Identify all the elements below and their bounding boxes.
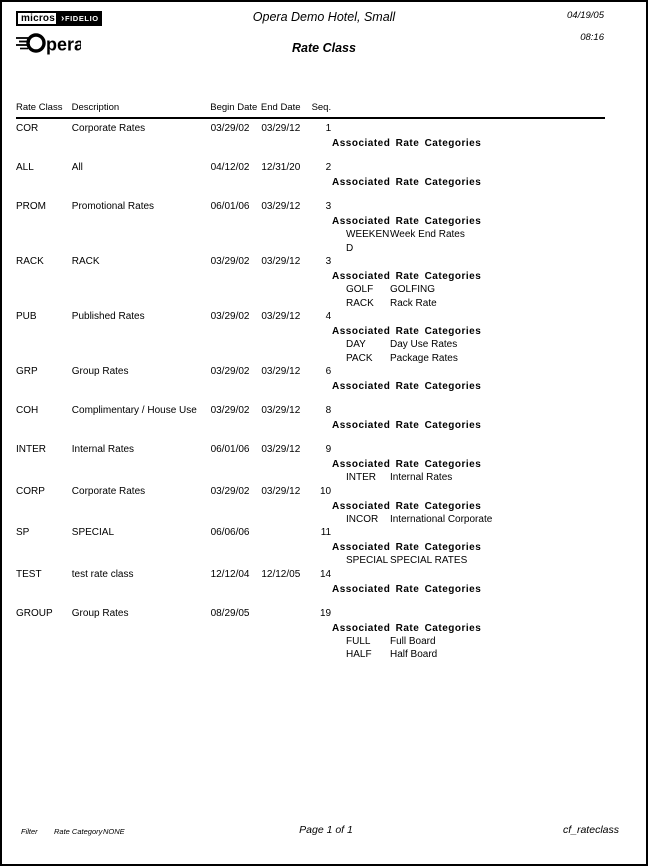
seq-number: 3: [325, 201, 332, 212]
seq-number: 19: [320, 607, 332, 619]
rate-category-code: INCOR: [346, 513, 379, 525]
rate-category-name: Full Board: [390, 635, 436, 647]
rate-class-record: [2, 526, 648, 568]
rate-category-row: [346, 283, 648, 297]
rate-category-name: Package Rates: [390, 352, 458, 364]
rate-category-name: Day Use Rates: [390, 339, 458, 350]
seq-number: 4: [325, 311, 332, 322]
category-list: [332, 471, 648, 485]
rate-category-row: [346, 635, 648, 649]
end-date: 03/29/12: [261, 311, 301, 322]
rate-category-name: International Corporate: [390, 513, 493, 525]
rate-category-row: [346, 554, 648, 568]
rate-category-row: [346, 352, 648, 366]
rate-class-description: Complimentary / House Use: [71, 405, 197, 416]
rate-class-row: [2, 161, 648, 174]
rate-class-record: [2, 443, 648, 485]
seq-number: 8: [325, 405, 332, 416]
rate-category-code: SPECIAL: [346, 555, 389, 566]
rate-class-record: [2, 404, 648, 443]
rate-class-row: [2, 607, 648, 620]
rate-class-row: [2, 200, 648, 213]
rate-category-row: [346, 338, 648, 352]
rate-class-description: RACK: [71, 256, 100, 267]
associated-rate-categories: [332, 500, 648, 527]
end-date: 03/29/12: [261, 444, 301, 455]
end-date: 03/29/12: [261, 123, 301, 134]
rate-category-code: RACK: [346, 297, 374, 309]
associated-rate-categories-header: Associated Rate Categories: [332, 177, 482, 188]
rate-class-record: [2, 255, 648, 310]
rate-category-label: Rate Category: [54, 827, 103, 836]
rate-class-code: GRP: [16, 366, 38, 377]
rate-category-code: HALF: [346, 649, 372, 660]
rate-class-code: SP: [16, 527, 30, 538]
rate-class-row: [2, 526, 648, 539]
rate-class-description: SPECIAL: [71, 527, 115, 538]
rate-category-name: SPECIAL RATES: [390, 555, 468, 566]
seq-number: 3: [325, 256, 332, 267]
associated-rate-categories-header: Associated Rate Categories: [332, 500, 482, 512]
associated-rate-categories-header: Associated Rate Categories: [332, 381, 482, 392]
rate-class-description: Corporate Rates: [71, 123, 146, 134]
rate-category-name: Week End Rates: [390, 229, 465, 240]
rate-class-code: COR: [16, 123, 39, 134]
seq-number: 14: [320, 568, 332, 580]
rate-category-row: [346, 228, 648, 255]
report-footer: [2, 824, 648, 844]
rate-category-value: NONE: [103, 827, 125, 836]
associated-rate-categories: [332, 419, 648, 432]
associated-rate-categories-header: Associated Rate Categories: [332, 459, 482, 470]
rate-class-code: CORP: [16, 485, 45, 497]
rate-class-row: [2, 404, 648, 417]
rate-class-record: [2, 200, 648, 255]
report-date: 04/19/05: [567, 10, 604, 21]
begin-date: 03/29/02: [210, 405, 250, 416]
rate-class-record: [2, 161, 648, 200]
rate-class-row: [2, 443, 648, 456]
rate-class-description: Group Rates: [71, 607, 129, 619]
rate-category-code: DAY: [346, 339, 366, 350]
hotel-title: Opera Demo Hotel, Small: [252, 10, 396, 24]
column-header-rate-class: Rate Class: [16, 102, 63, 113]
associated-rate-categories-header: Associated Rate Categories: [332, 138, 482, 149]
seq-number: 11: [320, 527, 332, 538]
rate-category-name: Internal Rates: [390, 472, 453, 483]
begin-date: 06/06/06: [210, 527, 250, 538]
begin-date: 04/12/02: [210, 162, 250, 173]
rate-class-description: All: [71, 162, 83, 173]
report-title: Rate Class: [292, 41, 356, 55]
associated-rate-categories: [332, 622, 648, 662]
rate-category-name: Rack Rate: [390, 297, 437, 309]
rate-class-record: [2, 485, 648, 527]
seq-number: 1: [325, 123, 332, 134]
associated-rate-categories: [332, 270, 648, 310]
rate-class-code: TEST: [16, 568, 42, 580]
rate-category-code: GOLF: [346, 284, 374, 295]
column-header-begin-date: Begin Date: [210, 102, 258, 113]
associated-rate-categories-header: Associated Rate Categories: [332, 216, 482, 227]
rate-class-row: [2, 255, 648, 268]
column-header-end-date: End Date: [260, 102, 301, 113]
rate-category-code: FULL: [346, 635, 371, 647]
rate-class-code: GROUP: [16, 607, 53, 619]
rate-class-description: Group Rates: [71, 366, 129, 377]
associated-rate-categories: [332, 215, 648, 255]
rate-category-code: PACK: [346, 352, 373, 364]
rate-class-row: [2, 568, 648, 581]
column-header-seq: Seq.: [311, 102, 332, 113]
begin-date: 03/29/02: [210, 256, 250, 267]
associated-rate-categories-header: Associated Rate Categories: [332, 622, 482, 634]
end-date: 03/29/12: [261, 256, 301, 267]
rate-category-code: WEEKEND: [346, 229, 390, 254]
filter-label: Filter: [21, 827, 38, 836]
opera-logo-text: pera: [46, 34, 81, 55]
seq-number: 6: [325, 366, 332, 377]
associated-rate-categories: [332, 325, 648, 365]
rate-class-code: RACK: [16, 256, 44, 267]
rate-category-row: [346, 513, 648, 527]
begin-date: 03/29/02: [210, 123, 250, 134]
end-date: 03/29/12: [261, 201, 301, 212]
associated-rate-categories-header: Associated Rate Categories: [332, 271, 482, 282]
rate-class-record: [2, 365, 648, 404]
associated-rate-categories: [332, 176, 648, 189]
associated-rate-categories: [332, 380, 648, 393]
associated-rate-categories: [332, 458, 648, 485]
rate-class-description: Corporate Rates: [71, 485, 146, 497]
rate-category-name: Half Board: [390, 649, 438, 660]
rate-class-code: ALL: [16, 162, 34, 173]
end-date: 12/12/05: [261, 568, 301, 580]
begin-date: 03/29/02: [210, 311, 250, 322]
column-header-description: Description: [71, 102, 120, 113]
end-date: 03/29/12: [261, 405, 301, 416]
seq-number: 2: [325, 162, 332, 173]
category-list: [332, 554, 648, 568]
rate-class-description: Published Rates: [71, 311, 145, 322]
end-date: 12/31/20: [261, 162, 301, 173]
rate-class-description: Promotional Rates: [71, 201, 155, 212]
category-list: [332, 228, 648, 255]
fidelio-arrow-icon: ›: [61, 13, 65, 24]
rate-class-row: [2, 365, 648, 378]
category-list: [332, 513, 648, 527]
seq-number: 10: [320, 485, 332, 497]
rate-class-record: [2, 607, 648, 662]
report-time: 08:16: [580, 32, 604, 43]
rate-class-row: [2, 485, 648, 498]
rate-category-row: [346, 648, 648, 662]
rate-class-code: COH: [16, 405, 39, 416]
rate-class-record: [2, 568, 648, 607]
begin-date: 08/29/05: [210, 607, 250, 619]
rate-class-description: Internal Rates: [71, 444, 135, 455]
rate-category-row: [346, 471, 648, 485]
begin-date: 06/01/06: [210, 444, 250, 455]
report-file-name: cf_rateclass: [562, 824, 619, 836]
rate-class-record: [2, 310, 648, 365]
fidelio-logo-text: FIDELIO: [64, 14, 99, 23]
associated-rate-categories-header: Associated Rate Categories: [332, 420, 482, 431]
end-date: 03/29/12: [261, 366, 301, 377]
associated-rate-categories-header: Associated Rate Categories: [332, 542, 482, 553]
category-list: [332, 635, 648, 662]
associated-rate-categories: [332, 583, 648, 596]
records: [2, 115, 648, 662]
rate-category-name: GOLFING: [390, 284, 436, 295]
category-list: [332, 338, 648, 365]
associated-rate-categories: [332, 137, 648, 150]
begin-date: 12/12/04: [210, 568, 250, 580]
rate-class-code: PUB: [16, 311, 37, 322]
associated-rate-categories: [332, 541, 648, 568]
end-date: 03/29/12: [261, 485, 301, 497]
seq-number: 9: [325, 444, 332, 455]
begin-date: 03/29/02: [210, 366, 250, 377]
rate-class-row: [2, 310, 648, 323]
category-list: [332, 283, 648, 310]
begin-date: 06/01/06: [210, 201, 250, 212]
rate-class-code: INTER: [16, 444, 46, 455]
begin-date: 03/29/02: [210, 485, 250, 497]
page-number: Page 1 of 1: [299, 824, 353, 836]
associated-rate-categories-header: Associated Rate Categories: [332, 326, 482, 337]
rate-class-description: test rate class: [71, 568, 134, 580]
rate-class-record: [2, 122, 648, 161]
rate-category-code: INTER: [346, 472, 376, 483]
rate-class-code: PROM: [16, 201, 46, 212]
rate-category-row: [346, 297, 648, 311]
associated-rate-categories-header: Associated Rate Categories: [332, 583, 482, 595]
rate-class-row: [2, 122, 648, 135]
micros-logo-text: micros: [16, 11, 58, 26]
